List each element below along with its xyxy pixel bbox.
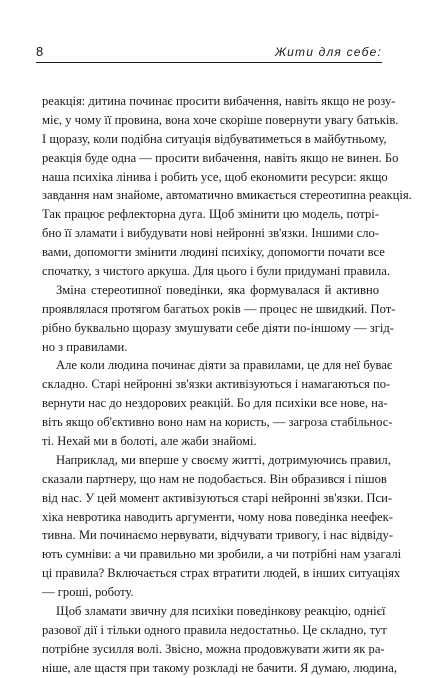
text-line: рібно буквально щоразу змушувати себе діяти по-іншому — згід-: [42, 320, 394, 335]
page-header: [36, 44, 382, 64]
text-line: міє, у чому її провина, вона хоче скоріше повернути увагу батьків.: [42, 112, 399, 127]
text-line: ніше, але щастя при такому розкладі не бачити. Я думаю, людина,: [42, 660, 397, 675]
paragraph: [42, 281, 396, 357]
text-line: но з правилами.: [42, 339, 128, 354]
text-line: — гроші, роботу.: [42, 585, 134, 600]
page-number: 8: [36, 44, 44, 59]
paragraph: [42, 602, 397, 678]
text-line: проявлялася протягом багатьох років — процес не швидкий. Пот-: [42, 301, 396, 316]
text-line: завдання нам знайоме, автоматично вмикається стереотипна реакція.: [42, 188, 412, 203]
text-line: реакція: дитина починає просити вибачення, навіть якщо не розу-: [42, 94, 396, 108]
paragraph: [42, 356, 393, 450]
text-line: Наприклад, ми вперше у своєму житті, дотримуючись правил,: [56, 452, 391, 467]
text-line: І щоразу, коли подібна ситуація відбуватиметься в майбутньому,: [42, 131, 387, 146]
text-line: вами, допомогти змінити людині психіку, допомогти почати все: [42, 245, 385, 260]
text-line: хіка невротика наводить аргументи, чому нова поведінка неефек-: [42, 509, 393, 524]
text-line: сказали партнеру, що нам не подобається. Він образився і пішов: [42, 471, 387, 486]
text-line: бно її зламати і вибудувати нові нейронні зв'язки. Іншими сло-: [42, 226, 379, 241]
text-line: Щоб зламати звичну для психіки поведінкову реакцію, однієї: [56, 604, 386, 619]
text-line: тивна. Ми починаємо нервувати, відчувати тривогу, і нас відвіду-: [42, 528, 394, 543]
text-line: вернути нас до нездорових реакцій. Бо для психіки все нове, на-: [42, 396, 388, 411]
text-line: складно. Старі нейронні зв'язки активізуються і намагаються по-: [42, 377, 391, 392]
text-line: наша психіка лінива і робить усе, щоб економити ресурси: якщо: [42, 169, 388, 184]
text-line: ці правила? Включається страх втратити людей, в інших ситуаціях: [42, 566, 401, 581]
text-line: Але коли людина починає діяти за правилами, це для неї буває: [56, 358, 393, 373]
text-line: реакція буде одна — просити вибачення, навіть якщо не винен. Бо: [42, 150, 399, 165]
running-title: Жити для себе:: [274, 45, 382, 59]
text-line: ті. Нехай ми в болоті, але жаби знайомі.: [42, 434, 257, 449]
text-line: від нас. У цей момент активізуються старі нейронні зв'язки. Пси-: [42, 490, 393, 505]
header-rule: [36, 62, 382, 63]
body-text: [42, 92, 412, 678]
paragraph: [42, 451, 402, 602]
text-line: потрібне зусилля волі. Звісно, можна продовжувати жити як ра-: [42, 641, 385, 656]
paragraph: [42, 92, 412, 281]
text-line: віть якщо об'єктивно воно нам на користь, — загроза стабільнос-: [42, 415, 393, 430]
text-line: Так працює рефлекторна дуга. Щоб змінити цю модель, потрі-: [42, 207, 379, 222]
text-line: спочатку, з чистого аркуша. Для цього і були придумані правила.: [42, 264, 390, 279]
text-line: разової дії і тільки одного правила недостатньо. Це складно, тут: [42, 622, 387, 637]
text-line: Зміна стереотипної поведінки, яка формувалася й активно: [56, 282, 379, 297]
text-line: ють сумніви: а чи правильно ми зробили, а чи потрібні нам узагалі: [42, 547, 402, 562]
